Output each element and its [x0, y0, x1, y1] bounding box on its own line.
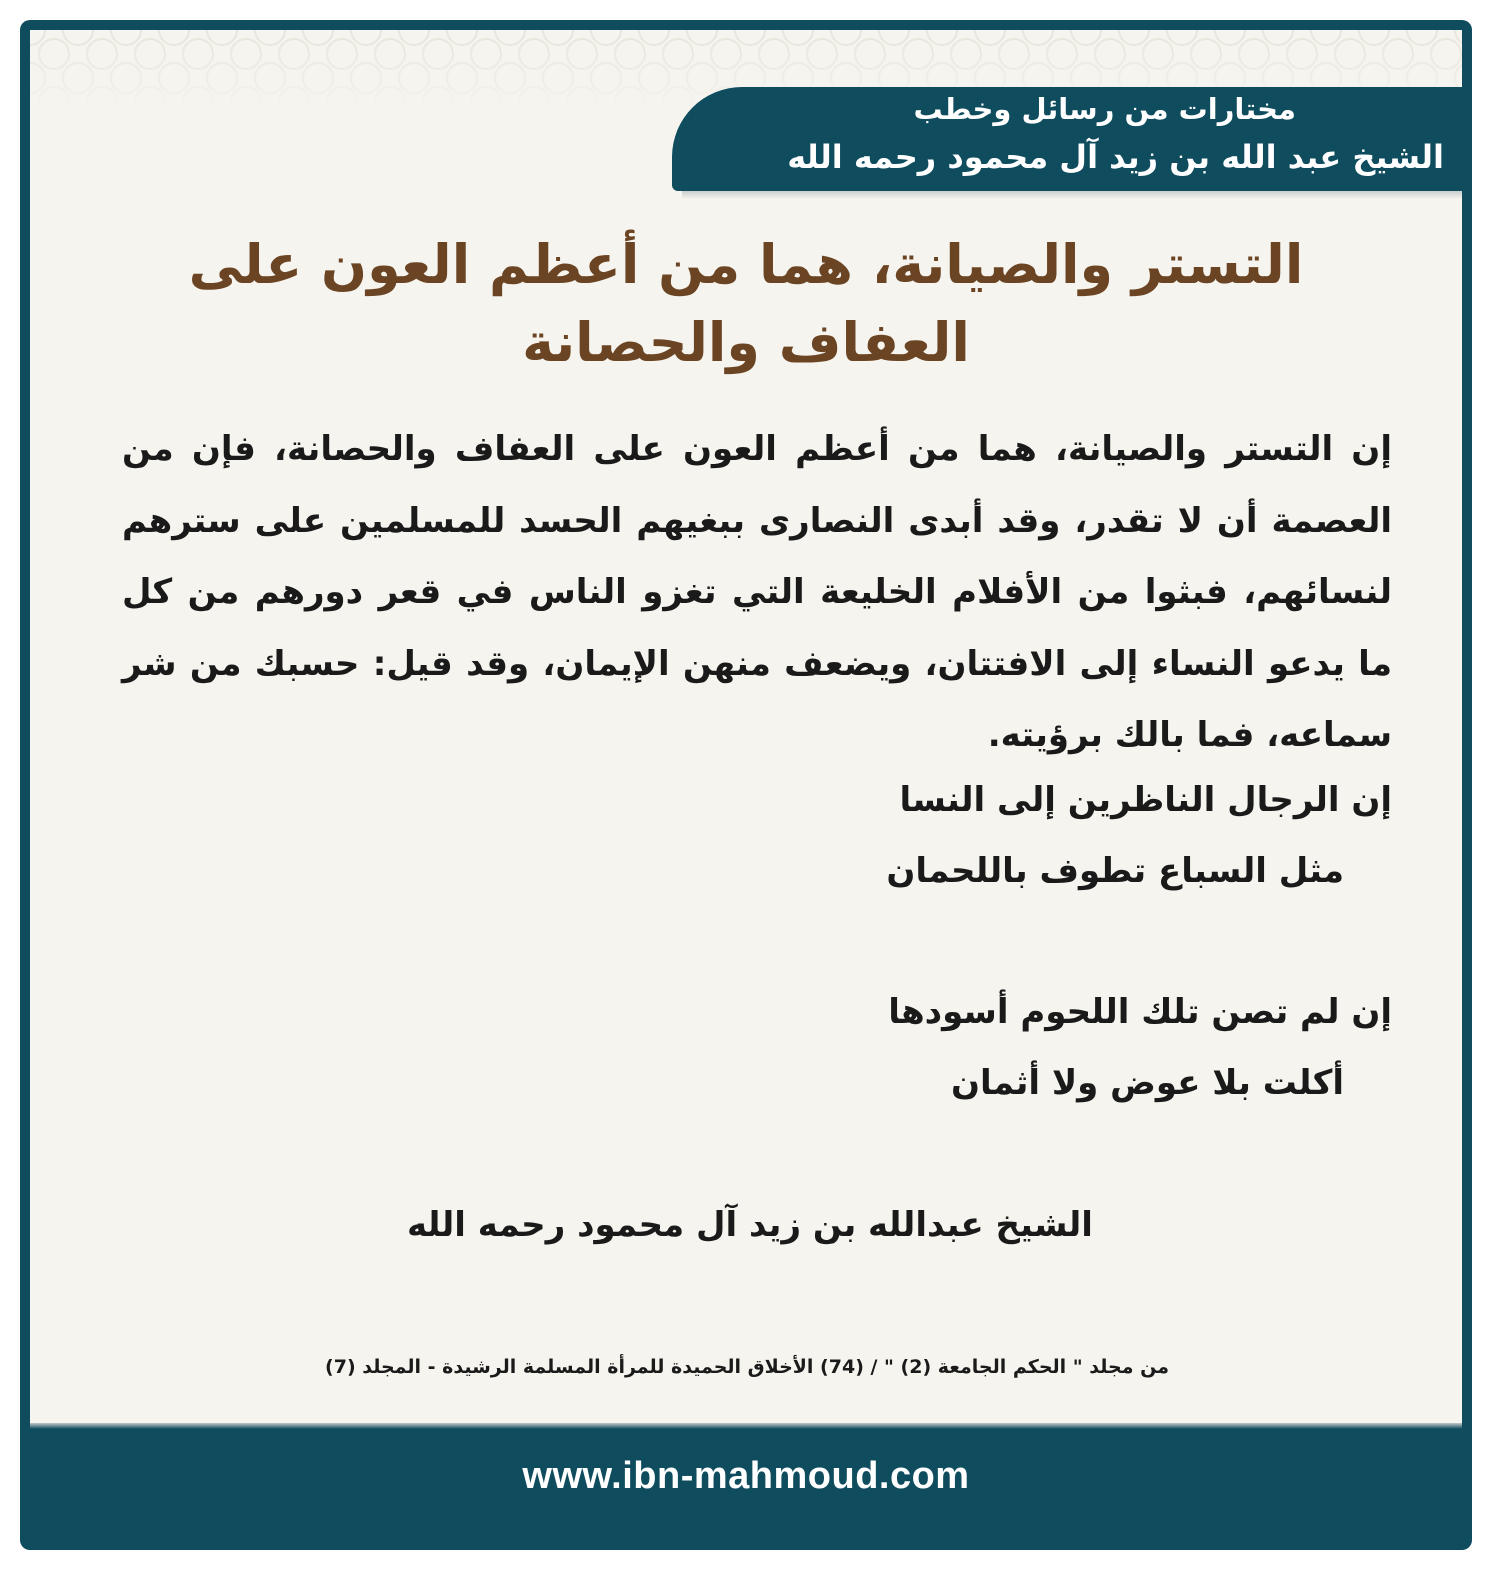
series-title: مختارات من رسائل وخطب — [913, 92, 1296, 126]
source-citation: من مجلد " الحكم الجامعة (2) " / (74) الأخلاق الحميدة للمرأة المسلمة الرشيدة - المجلد (7) — [325, 1356, 1169, 1378]
poem-verse-1a: إن الرجال الناظرين إلى النسا — [899, 780, 1392, 820]
title-line-2: العفاف والحصانة — [522, 311, 970, 374]
series-author: الشيخ عبد الله بن زيد آل محمود رحمه الله — [787, 138, 1444, 176]
website-url[interactable]: www.ibn-mahmoud.com — [522, 1455, 970, 1497]
article-title — [30, 226, 1462, 382]
content-card — [30, 30, 1462, 1423]
title-line-1: التستر والصيانة، هما من أعظم العون على — [188, 233, 1304, 296]
footer-separator — [30, 1423, 1462, 1429]
series-header-badge — [672, 87, 1462, 191]
article-paragraph: إن التستر والصيانة، هما من أعظم العون على العفاف والحصانة، فإن من العصمة أن لا تقدر، وقد أبدى النصارى ببغيهم الحسد للمسلمين على سترهم لنسائهم، فبثوا من الأفلام الخليعة التي تغزو الناس في قعر دورهم من كل ما يدعو النساء إلى الافتتان، ويضعف منهن الإيمان، وقد قيل: حسبك من شر سماعه، فما بالك برؤيته. — [122, 429, 1392, 755]
author-signature: الشيخ عبدالله بن زيد آل محمود رحمه الله — [407, 1205, 1093, 1245]
poem-verse-1b: مثل السباع تطوف باللحمان — [886, 851, 1344, 891]
header-shadow — [682, 191, 1462, 199]
poem-verse-2a: إن لم تصن تلك اللحوم أسودها — [888, 992, 1392, 1032]
poem-verse-2b: أكلت بلا عوض ولا أثمان — [951, 1063, 1344, 1103]
